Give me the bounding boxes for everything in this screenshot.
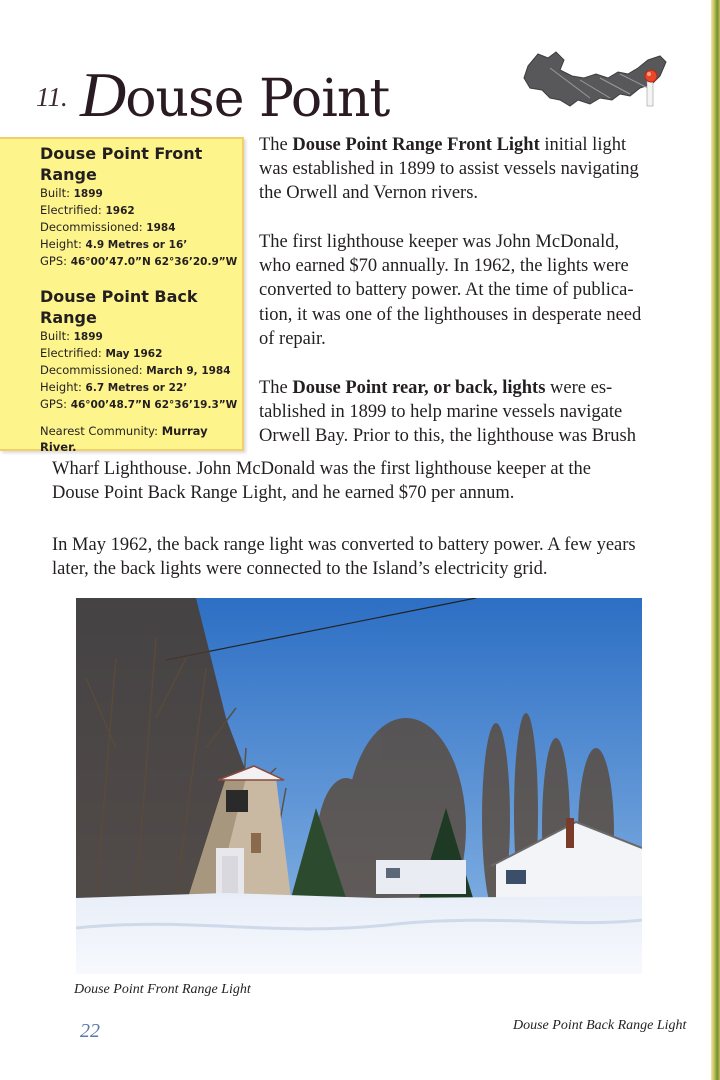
back-height: Height: 6.7 Metres or 22’ xyxy=(40,380,188,394)
right-caption: Douse Point Back Range Light xyxy=(513,1018,687,1033)
front-decommissioned: Decommissioned: 1984 xyxy=(40,220,176,234)
paragraph-1: The Douse Point Range Front Light initial light was established in 1899 to assist vessels navigating the Orwell and Vernon rivers. xyxy=(259,135,639,204)
front-height: Height: 4.9 Metres or 16’ xyxy=(40,237,188,251)
front-gps: GPS: 46°00’47.0”N 62°36’20.9”W xyxy=(40,254,238,268)
back-range-heading: Douse Point Back Range xyxy=(40,287,198,327)
title-text xyxy=(80,58,389,132)
page-edge-decoration xyxy=(711,0,720,1080)
front-range-heading: Douse Point Front Range xyxy=(40,144,203,184)
paragraph-3-continued: Wharf Lighthouse. John McDonald was the first lighthouse keeper at the Douse Point Back Range Light, and he earned $70 per annum. xyxy=(52,459,591,504)
front-built: Built: 1899 xyxy=(40,186,103,200)
lighthouse-info-box xyxy=(0,137,244,454)
paragraph-3: The Douse Point rear, or back, lights were es- tablished in 1899 to help marine vessels navigate Orwell Bay. Prior to this, the lighthouse was Brush xyxy=(259,378,636,447)
paragraph-2: The first lighthouse keeper was John McDonald, who earned $70 annually. In 1962, the lights were converted to battery power. At the time of publica- tion, it was one of the lighthouses in desperate need of repair. xyxy=(259,232,642,349)
nearest-community: Nearest Community: Murray River. xyxy=(40,424,208,454)
photo-caption: Douse Point Front Range Light xyxy=(74,982,251,997)
front-electrified: Electrified: 1962 xyxy=(40,203,135,217)
paragraph-4: In May 1962, the back range light was converted to battery power. A few years later, the back lights were connected to the Island’s electricity grid. xyxy=(52,535,636,580)
chapter-number: 11. xyxy=(36,82,68,112)
page-number: 22 xyxy=(80,1020,100,1042)
back-gps: GPS: 46°00’48.7”N 62°36’19.3”W xyxy=(40,397,238,411)
back-built: Built: 1899 xyxy=(40,329,103,343)
back-electrified: Electrified: May 1962 xyxy=(40,346,163,360)
title-initial: D xyxy=(80,59,126,130)
back-decommissioned: Decommissioned: March 9, 1984 xyxy=(40,363,231,377)
pei-map-icon xyxy=(520,48,670,118)
lighthouse-photo xyxy=(76,598,642,974)
title-rest: ouse Point xyxy=(125,69,390,129)
